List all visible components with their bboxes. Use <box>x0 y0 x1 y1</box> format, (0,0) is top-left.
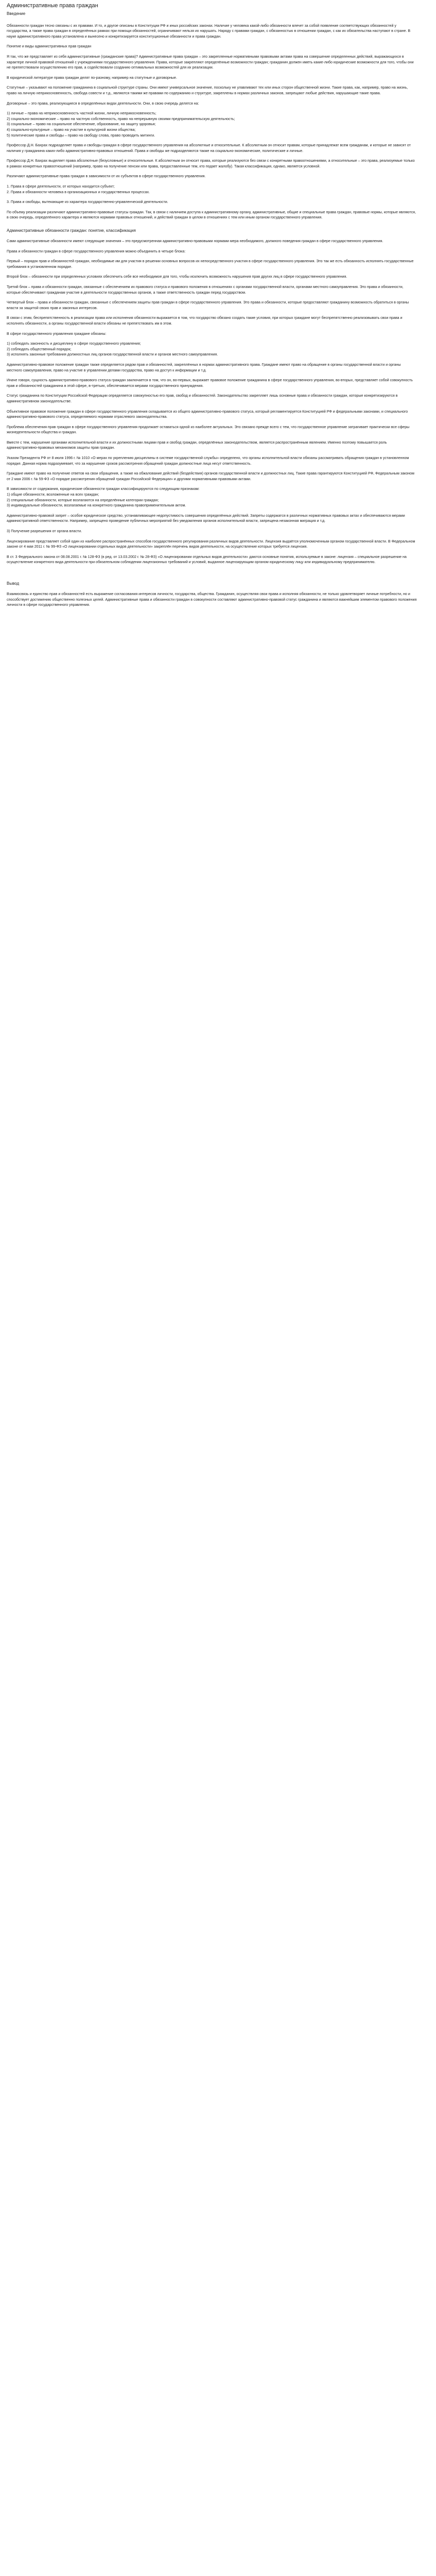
paragraph: Второй блок – обязанности при определенных условиях обеспечить себе все необходимое для того, чтобы исключить возможность нарушения прав других лиц в сфере государственного управления. <box>7 275 347 279</box>
paragraph: Административно-правовое положение граждан также определяется рядом прав и обязанностей, закреплённых в нормах административного права. Граждане имеют право на обращение в органы государственной власти и органы местного самоуправления, право на участие в управлении делами государства, право на доступ к информации и т.д. <box>7 362 402 372</box>
document <box>0 0 423 634</box>
paragraph: Первый – порядок прав и обязанностей граждан, необходимые им для участия в решении основных вопросов их непосредственного участия в сфере государственного управления. Это так же есть обязанность исполнять государственные требования в установленном порядке. <box>7 259 415 269</box>
paragraph: По объему реализации различают административно-правовые статусы граждан. Так, в связи с наличием доступа к административному органу, административные, общие и специальные права граждан, правовые нормы, которые являются, в свою очередь, определённого характера и являются нормами правовых отношений, и действий граждан в целом в отношениях с тем или иным органом государственного управления. <box>7 210 417 220</box>
paragraph: 1) личные – права на неприкосновенность частной жизни, личную неприкосновенность; 2) социально-экономические – право на частную собственность, право на непрерывную своими предпринимательскую деятельность; 3) социальные – право на социальное обеспечение, образование, на защиту здоровья; 4) социально-культурные – право на участие в культурной жизни общества; 5) политические права и свободы – право на свободу слова, право проводить митинги. <box>7 111 235 138</box>
paragraph: Третий блок – права и обязанности граждан, связанные с обеспечением их правового статуса и правового положения в отношениях с органами государственной власти, органами местного самоуправления. Это права и обязанности, которые обеспечивают гражданам участие в деятельности государственных органов, а также ответственность граждан перед государством. <box>7 285 405 295</box>
paragraph: Понятие и виды административных прав граждан <box>7 44 92 49</box>
document-section <box>7 581 417 608</box>
paragraph: В связи с этим, беспрепятственность в реализации права или исполнения обязанности выражается в том, что государство обязано создать такие условия, при которых граждане могут беспрепятственно реализовывать свои права и исполнять обязанности, а органы государственной власти обязаны не препятствовать им в этом. <box>7 316 404 326</box>
paragraph: Статус гражданина по Конституции Российской Федерации определяется совокупностью его прав, свобод и обязанностей. Законодательство закрепляет лишь основные права и обязанности граждан, которые конкретизируются в административном законодательстве. <box>7 394 399 403</box>
paragraph: В ст. 3 Федерального закона от 08.08.2001 г. № 128-ФЗ (в ред. от 13.03.2002 г. № 28-ФЗ) «О лицензировании отдельных видов деятельности» даются основные понятия, используемые в законе: лицензия – специальное разрешение на осуществление конкретного вида деятельности при обязательном соблюдении лицензионных требований и условий, выданное лицензирующим органом юридическому лицу или индивидуальному предпринимателю. <box>7 554 408 565</box>
paragraph: Различают административные права граждан в зависимости от их субъектов в сфере государственного управления. <box>7 174 206 179</box>
paragraph: В сфере государственного управления граждане обязаны: <box>7 331 107 336</box>
paragraph: В зависимости от содержания, юридические обязанности граждан классифицируются по следующим признакам: 1) общие обязанности, возложенные на всех граждан; 2) специальные обязанности, которые возлагаются на определённые категории граждан; 3) индивидуальные обязанности, возлагаемые на конкретного гражданина правоприменительным актом. <box>7 487 200 508</box>
paragraph: 1. Права в сфере деятельности, от которых находится субъект; 2. Права и обязанности человека в организационных и государственных процессах. <box>7 184 150 194</box>
paragraph: Взаимосвязь и единство прав и обязанностей есть выражение согласования интересов личности, государства, общества. Гражданин, осуществляя свои права и исполняя обязанности, не только удовлетворяет личные потребности, но и способствует достижению общественно полезных целей. Административные права и обязанности граждан в совокупности составляют административно-правовой статус гражданина и являются важнейшим элементом правового положения личности в сфере государственного управления. <box>7 591 418 607</box>
paragraph: Сами административные обязанности имеют следующие значения – это предусмотренная административно-правовыми нормами мера необходимого, должного поведения граждан в сфере государственного управления. <box>7 239 383 244</box>
paragraph: Обязанности граждан тесно связаны с их правами. И то, и другое описаны в Конституции РФ и иных российских законах. Наличие у человека какой-либо обязанности влечет за собой появление соответствующих обязанностей у государства, а также права граждан в определённых рамках при помощи обязанностей, ограничивают нельзя их нарушать. Наряду с правами граждан, с обязанностью в отношении граждан, с как их обязательства наступают в стране. В науке административного права установлена и вынесено и конкретизируется конституционные обязанности и права граждан. <box>7 23 412 39</box>
intro-heading: Введение <box>7 11 26 16</box>
paragraph: Права и обязанности граждан в сфере государственного управления можно объединить в четыре блока: <box>7 249 186 253</box>
paragraph: Лицензирование представляет собой один из наиболее распространённых способов государственного регулирования различных видов деятельности. Лицензия выдаётся уполномоченным органом государственной власти. В Федеральном законе от 4 мая 2011 г. № 99-ФЗ «О лицензировании отдельных видов деятельности» закреплён перечень видов деятельности, на осуществление которых требуется лицензия. <box>7 539 416 549</box>
paragraph: Указом Президента РФ от 8 июля 1996 г. № 1010 «О мерах по укреплению дисциплины в системе государственной службы» определено, что органы исполнительной власти обязаны рассматривать обращения граждан в установленном порядке. Данная норма подразумевает, что за нарушение сроков рассмотрения обращений граждан должностные лица несут ответственность. <box>7 456 410 466</box>
paragraph: Четвертый блок – права и обязанности граждан, связанные с обеспечением защиты прав граждан в сфере государственного управления. Это права и обязанности, которые предоставляют гражданину возможность обратиться в органы власти за защитой своих прав и законных интересов. <box>7 300 410 310</box>
paragraph: В юридической литературе права граждан делят по-разному, например на статутные и договорные. <box>7 75 177 80</box>
paragraph: Профессор Д.Н. Бахрах подразделяет права и свободы граждан в сфере государственного управления на абсолютные и относительные. К абсолютным он относит правам, которые принадлежат всем гражданам, и которые не зависят от наличия у гражданина каких-либо административно-правовых отношений. Права и свободы же подразделяются также на социально-экономические, политические и личные. <box>7 143 412 153</box>
paragraph: Вместе с тем, нарушение органами исполнительной власти и их должностными лицами прав и свобод граждан, определённых законодательством, является распространённым явлением. Именно поэтому повышается роль административно-правовых механизмов защиты прав граждан. <box>7 440 388 450</box>
document-section <box>7 228 417 565</box>
document-body <box>7 23 417 608</box>
document-section <box>7 23 417 221</box>
paragraph: Договорные – это права, реализующиеся в определённых видах деятельности. Они, в свою очередь делятся на: <box>7 101 199 106</box>
section-title: Административные обязанности граждан: понятие, классификация <box>7 228 136 233</box>
paragraph: 3) Получение разрешения от органа власти. <box>7 529 82 533</box>
paragraph: 3. Права и свободы, вытекающие из характера государственно-управленческой деятельности. <box>7 200 168 205</box>
paragraph: Объективное правовое положение граждан в сфере государственного управления складывается из общего административно-правового статуса, который регламентируется Конституцией РФ и федеральными законами, и специального административно-правового статуса, определяемого нормами отраслевого законодательства. <box>7 409 409 419</box>
paragraph: Граждане имеют право на получение ответов на свои обращения, а также на обжалование действий (бездействия) органов государственной власти и должностных лиц. Такие права гарантируются Конституцией РФ, Федеральным законом от 2 мая 2006 г. № 59-ФЗ «О порядке рассмотрения обращений граждан Российской Федерации» и другими нормативными правовыми актами. <box>7 471 415 481</box>
paragraph: Я так, что же представляет из себя административные (гражданские права)? Административные права граждан – это закрепленные нормативными правовыми актами права на совершение определенных действий, выражающихся в характере личной правовой отношений с учреждениями государственного управления. Права, которые закрепляют определённые возможности граждан; гражданин должен иметь какие-либо юридические возможности для того, чтобы они не препятствовали осуществлению его прав, а содействовали созданию оптимальных возможностей для их реализации. <box>7 54 415 70</box>
paragraph: Административно-правовой запрет – особое юридическое средство, устанавливающее недопустимость совершения определённых действий. Запреты содержатся в различных нормативных правовых актах и обеспечиваются мерами административной ответственности. Например, запрещено проведение публичных мероприятий без уведомления органов исполнительной власти, запрещена незаконная миграция и т.д. <box>7 513 406 523</box>
section-title: Вывод <box>7 581 20 586</box>
paragraph: Иначе говоря, сущность административно-правового статуса граждан заключается в том, что он, во-первых, выражает правовое положение гражданина в сфере государственного управления, во-вторых, представляет собой совокупность прав и обязанностей гражданина в этой сфере, в-третьих, обеспечивается мерами государственного принуждения. <box>7 378 414 388</box>
page-title: Административные права граждан <box>7 3 98 9</box>
paragraph: Профессор Д.Н. Бахрах выделяет права абсолютные (безусловные) и относительные. К абсолютным он относит права, которые реализуются без связи с конкретными правоотношениями, а относительные – это права, реализуемые только в рамках конкретных правоотношений (например, право на получение пенсии или права, предоставленные тем, кто подает жалобу). Такая классификация, однако, является условной. <box>7 159 416 168</box>
paragraph: Проблема обеспечения прав граждан в сфере государственного управления продолжает оставаться одной из наиболее актуальных. Это связано прежде всего с тем, что государственное управление затрагивает практически все сферы жизнедеятельности общества и граждан. <box>7 425 411 435</box>
paragraph: 1) соблюдать законность и дисциплину в сфере государственного управления; 2) соблюдать общественный порядок; 3) исполнять законные требования должностных лиц органов государственной власти и органов местного самоуправления. <box>7 342 218 357</box>
paragraph: Статутные – указывают на положение гражданина в социальной структуре страны. Они имеют универсальное значение, поскольку не улавливают тех или иных сторон общественной жизни. Такие права, как, например, право на жизнь, право на личную неприкосновенность, свобода совести и т.д., являются такими же правами по содержанию и структуре, закреплены в нормах различных законов, запрещают любые действия, нарушающие такие права. <box>7 86 409 95</box>
